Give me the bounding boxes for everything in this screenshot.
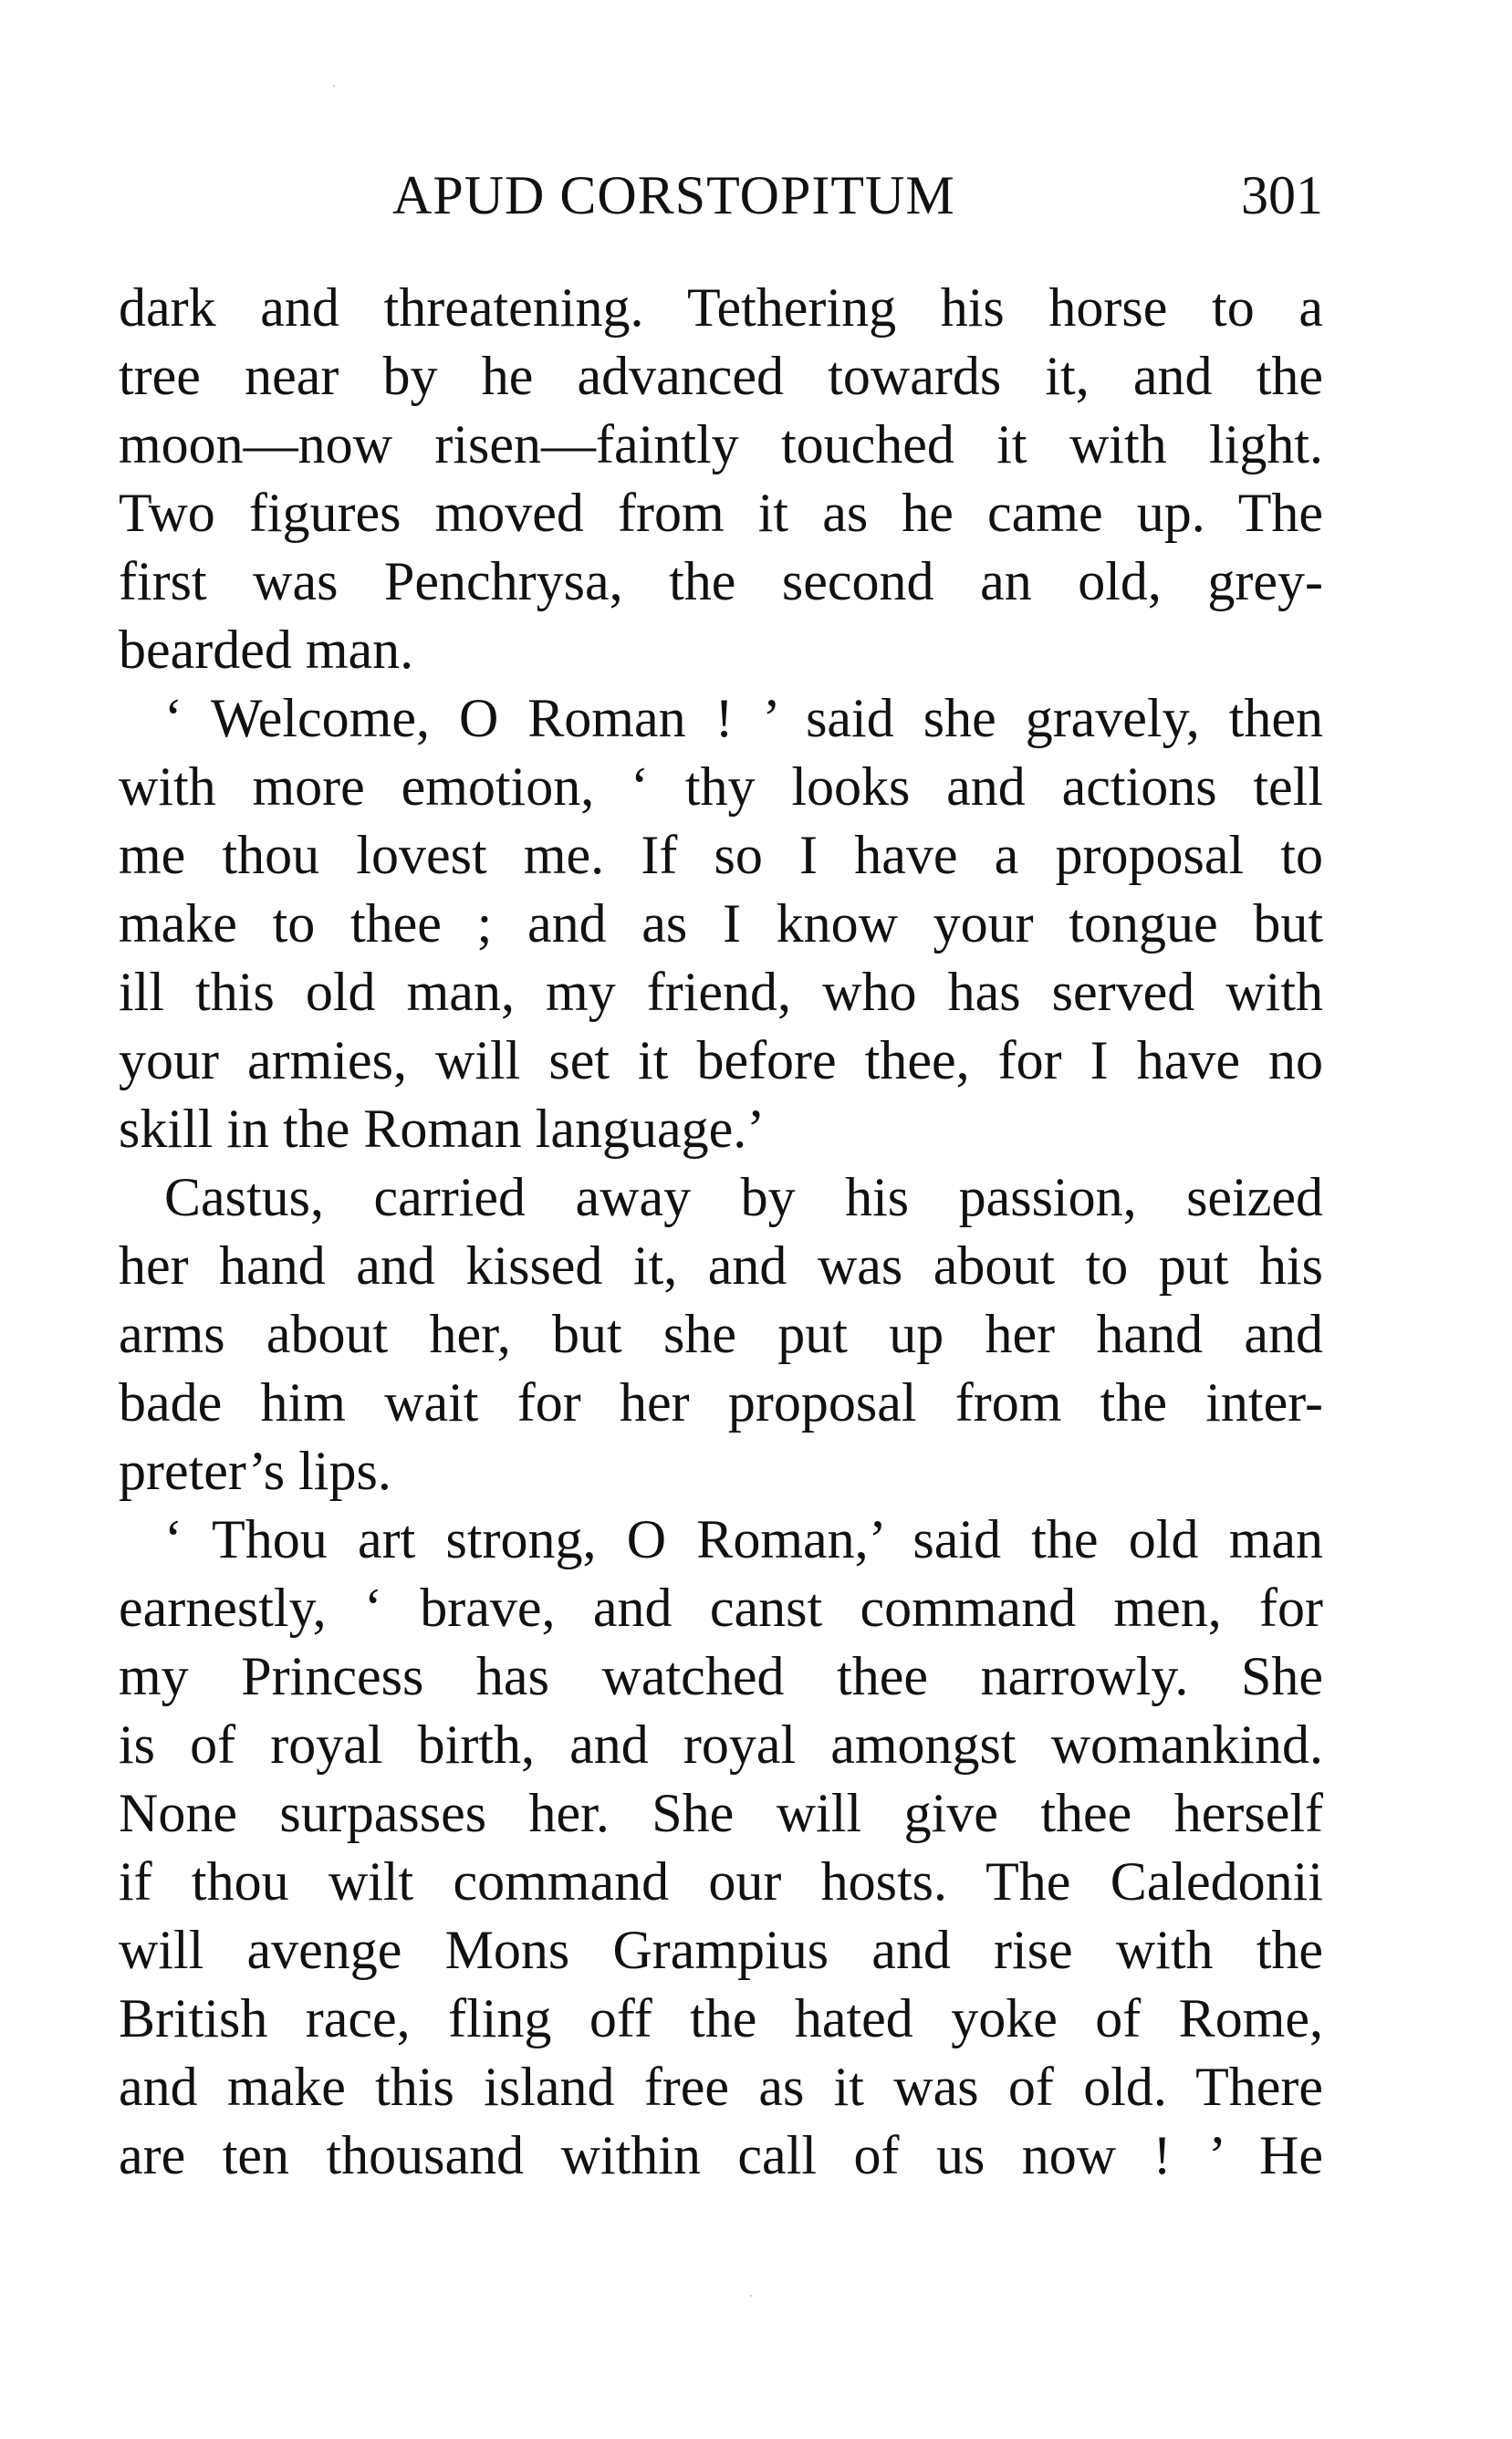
text-line: Castus, carried away by his passion, seized xyxy=(164,1167,1323,1227)
text-line: with more emotion, ‘ thy looks and actions tell xyxy=(119,756,1323,817)
page-header xyxy=(119,164,1323,237)
text-line: dark and threatening. Tethering his horse to a xyxy=(119,277,1323,338)
scan-speck xyxy=(333,85,335,87)
text-line: None surpasses her. She will give thee herself xyxy=(119,1783,1323,1843)
text-line: moon—now risen—faintly touched it with light. xyxy=(119,414,1323,474)
text-line: will avenge Mons Grampius and rise with the xyxy=(119,1920,1323,1980)
text-line: my Princess has watched thee narrowly. She xyxy=(119,1646,1323,1706)
text-line: your armies, will set it before thee, for I have no xyxy=(119,1030,1323,1090)
text-line: ill this old man, my friend, who has served with xyxy=(119,962,1323,1022)
text-line: make to thee ; and as I know your tongue but xyxy=(119,893,1323,954)
text-line: me thou lovest me. If so I have a proposal to xyxy=(119,825,1323,885)
text-line: skill in the Roman language.’ xyxy=(119,1099,766,1159)
text-line: if thou wilt command our hosts. The Caledonii xyxy=(119,1851,1323,1912)
scan-speck xyxy=(750,2295,752,2297)
text-line: Two figures moved from it as he came up. The xyxy=(119,483,1323,543)
text-line: tree near by he advanced towards it, and the xyxy=(119,346,1323,406)
text-line: is of royal birth, and royal amongst womankind. xyxy=(119,1715,1323,1775)
running-title: APUD CORSTOPITUM xyxy=(392,165,955,225)
text-line: preter’s lips. xyxy=(119,1441,391,1501)
text-line: bade him wait for her proposal from the inter- xyxy=(119,1372,1323,1433)
text-line: ‘ Welcome, O Roman ! ’ said she gravely, then xyxy=(164,688,1323,748)
text-line: earnestly, ‘ brave, and canst command men, for xyxy=(119,1578,1323,1638)
body-text xyxy=(119,274,1323,2190)
text-line: arms about her, but she put up her hand and xyxy=(119,1304,1323,1364)
page-number: 301 xyxy=(1241,165,1323,225)
text-line: are ten thousand within call of us now ! ’ He xyxy=(119,2125,1323,2185)
text-line: ‘ Thou art strong, O Roman,’ said the old man xyxy=(164,1509,1323,1569)
text-line: her hand and kissed it, and was about to put his xyxy=(119,1235,1323,1296)
text-line: British race, fling off the hated yoke of Rome, xyxy=(119,1988,1323,2048)
text-line: and make this island free as it was of old. There xyxy=(119,2057,1323,2117)
text-line: bearded man. xyxy=(119,620,414,680)
text-line: first was Penchrysa, the second an old, grey- xyxy=(119,551,1323,611)
